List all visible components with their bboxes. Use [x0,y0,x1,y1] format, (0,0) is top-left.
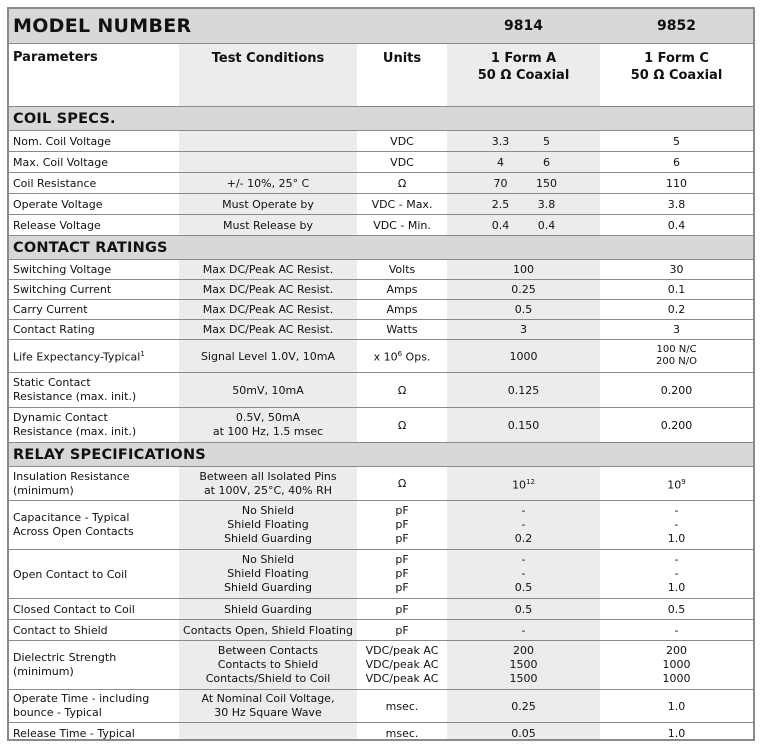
cond-release-time [179,723,357,742]
form-c-sub: 50 Ω Coaxial [630,68,723,83]
param-closed-coil: Closed Contact to Coil [9,599,179,620]
unit-release-time: msec. [357,723,447,742]
table-row [9,501,753,550]
cond-capacitance: No Shield Shield Floating Shield Guarding [179,501,357,550]
condition-cell [179,152,357,173]
value-9852-dielectric: 200 1000 1000 [600,641,753,690]
table-row [9,152,753,173]
param-static: Static Contact Resistance (max. init.) [9,373,179,408]
condition-cell: Max DC/Peak AC Resist. [179,260,357,280]
value-9814-operate-time: 0.25 [447,690,600,723]
table-row [9,641,753,690]
section-contact-ratings: CONTACT RATINGS [9,236,753,260]
param-cell: Carry Current [9,300,179,320]
form-c-label: 1 Form C [644,51,709,66]
header-9852-form [600,44,753,107]
unit-cell: VDC - Min. [357,215,447,236]
unit-cell: Amps [357,280,447,300]
value-3v-variant: 2.5 [491,197,510,211]
value-9814-dynamic: 0.150 [447,408,600,443]
header-test-conditions: Test Conditions [179,44,357,107]
value-5v-variant: 6 [543,155,551,169]
unit-cell: VDC [357,152,447,173]
header-units: Units [357,44,447,107]
table-row [9,280,753,300]
contact-ratings-body [9,260,753,340]
value-5v-variant: 0.4 [537,218,556,232]
table-row [9,320,753,340]
value-9814-cell [447,131,600,152]
value-9814-cell [447,152,600,173]
unit-cell: Ω [357,173,447,194]
value-9814-contact-shield: - [447,620,600,641]
param-life: Life Expectancy-Typical$^1$ [9,340,179,373]
model-9852: 9852 [600,9,753,44]
value-9814-life: 1000 [447,340,600,373]
value-5v-variant: 3.8 [537,197,556,211]
value-9852-capacitance: - - 1.0 [600,501,753,550]
form-a-label: 1 Form A [490,51,557,66]
value-9852-cell: 6 [600,152,753,173]
param-cell: Coil Resistance [9,173,179,194]
param-cell: Switching Current [9,280,179,300]
param-dynamic: Dynamic Contact Resistance (max. init.) [9,408,179,443]
value-9852-release-time: 1.0 [600,723,753,742]
cond-closed-coil: Shield Guarding [179,599,357,620]
value-9814-static: 0.125 [447,373,600,408]
param-cell: Release Voltage [9,215,179,236]
value-9814-cell: 0.25 [447,280,600,300]
value-9852-cell: 0.4 [600,215,753,236]
value-9852-cell: 3 [600,320,753,340]
table-row [9,131,753,152]
value-9814-release-time: 0.05 [447,723,600,742]
condition-cell: Max DC/Peak AC Resist. [179,280,357,300]
unit-life: x $10^6$ Ops. [357,340,447,373]
value-9852-cell: 5 [600,131,753,152]
unit-dielectric: VDC/peak AC VDC/peak AC VDC/peak AC [357,641,447,690]
value-9814-dielectric: 200 1500 1500 [447,641,600,690]
unit-cell: Volts [357,260,447,280]
value-9814-cell: 100 [447,260,600,280]
param-cell: Contact Rating [9,320,179,340]
column-header-row [9,44,753,107]
section-coil-row [9,107,753,131]
unit-cell: Watts [357,320,447,340]
value-3v-variant: 3.3 [491,134,510,148]
value-9814-cell [447,215,600,236]
section-relay-specifications: RELAY SPECIFICATIONS [9,443,753,467]
unit-dynamic: Ω [357,408,447,443]
cond-contact-shield: Contacts Open, Shield Floating [179,620,357,641]
unit-closed-coil: pF [357,599,447,620]
unit-capacitance: pF pF pF [357,501,447,550]
section-relay-row [9,443,753,467]
table-row [9,723,753,742]
cond-open-coil: No Shield Shield Floating Shield Guarding [179,550,357,599]
table-row [9,408,753,443]
model-number-row [9,9,753,44]
unit-contact-shield: pF [357,620,447,641]
value-9852-life: 100 N/C 200 N/O [600,340,753,373]
value-9814-insulation: $10^{12}$ [447,467,600,501]
value-9852-contact-shield: - [600,620,753,641]
table-row [9,550,753,599]
table-row [9,620,753,641]
value-9814-cell: 3 [447,320,600,340]
header-parameters: Parameters [9,44,179,107]
condition-cell: Max DC/Peak AC Resist. [179,320,357,340]
table-row [9,194,753,215]
condition-cell: +/- 10%, 25° C [179,173,357,194]
cond-static: 50mV, 10mA [179,373,357,408]
value-3v-variant: 4 [497,155,505,169]
value-3v-variant: 0.4 [491,218,510,232]
table-row [9,373,753,408]
section-coil-specs: COIL SPECS. [9,107,753,131]
cond-life: Signal Level 1.0V, 10mA [179,340,357,373]
param-cell: Switching Voltage [9,260,179,280]
param-cell: Operate Voltage [9,194,179,215]
value-9852-open-coil: - - 1.0 [600,550,753,599]
value-5v-variant: 5 [543,134,551,148]
param-cell: Max. Coil Voltage [9,152,179,173]
cond-operate-time: At Nominal Coil Voltage, 30 Hz Square Wave [179,690,357,723]
condition-cell: Must Operate by [179,194,357,215]
value-9814-open-coil: - - 0.5 [447,550,600,599]
value-9852-cell: 110 [600,173,753,194]
section-contact-row [9,236,753,260]
value-9852-cell: 0.1 [600,280,753,300]
table-row [9,599,753,620]
param-open-coil: Open Contact to Coil [9,550,179,599]
param-cell: Nom. Coil Voltage [9,131,179,152]
value-9852-dynamic: 0.200 [600,408,753,443]
value-9814-cell [447,194,600,215]
table-row [9,260,753,280]
unit-operate-time: msec. [357,690,447,723]
unit-cell: VDC - Max. [357,194,447,215]
table-row [9,690,753,723]
condition-cell [179,131,357,152]
value-9852-cell: 30 [600,260,753,280]
unit-static: Ω [357,373,447,408]
value-9852-operate-time: 1.0 [600,690,753,723]
cond-insulation: Between all Isolated Pins at 100V, 25°C, 40% RH [179,467,357,501]
value-9814-capacitance: - - 0.2 [447,501,600,550]
unit-insulation: Ω [357,467,447,501]
param-operate-time: Operate Time - including bounce - Typical [9,690,179,723]
condition-cell: Max DC/Peak AC Resist. [179,300,357,320]
model-9814: 9814 [447,9,600,44]
value-9852-cell: 3.8 [600,194,753,215]
cond-dynamic: 0.5V, 50mA at 100 Hz, 1.5 msec [179,408,357,443]
table-row [9,467,753,501]
coil-specs-body [9,131,753,236]
param-insulation: Insulation Resistance (minimum) [9,467,179,501]
value-3v-variant: 70 [493,176,508,190]
value-9814-cell: 0.5 [447,300,600,320]
unit-cell: VDC [357,131,447,152]
table-row [9,215,753,236]
table-row [9,300,753,320]
model-number-title: MODEL NUMBER [9,9,447,44]
header-9814-form [447,44,600,107]
value-9814-closed-coil: 0.5 [447,599,600,620]
value-9814-cell [447,173,600,194]
param-capacitance: Capacitance - Typical Across Open Contacts [9,501,179,550]
unit-cell: Amps [357,300,447,320]
param-contact-shield: Contact to Shield [9,620,179,641]
param-release-time: Release Time - Typical [9,723,179,742]
table-row [9,173,753,194]
cond-dielectric: Between Contacts Contacts to Shield Contacts/Shield to Coil [179,641,357,690]
relay-spec-table [9,9,753,741]
table-row [9,340,753,373]
unit-open-coil: pF pF pF [357,550,447,599]
condition-cell: Must Release by [179,215,357,236]
value-9852-insulation: $10^9$ [600,467,753,501]
spec-table-frame [7,7,755,741]
value-5v-variant: 150 [536,176,558,190]
value-9852-closed-coil: 0.5 [600,599,753,620]
value-9852-cell: 0.2 [600,300,753,320]
value-9852-static: 0.200 [600,373,753,408]
form-a-sub: 50 Ω Coaxial [477,68,570,83]
param-dielectric: Dielectric Strength (minimum) [9,641,179,690]
